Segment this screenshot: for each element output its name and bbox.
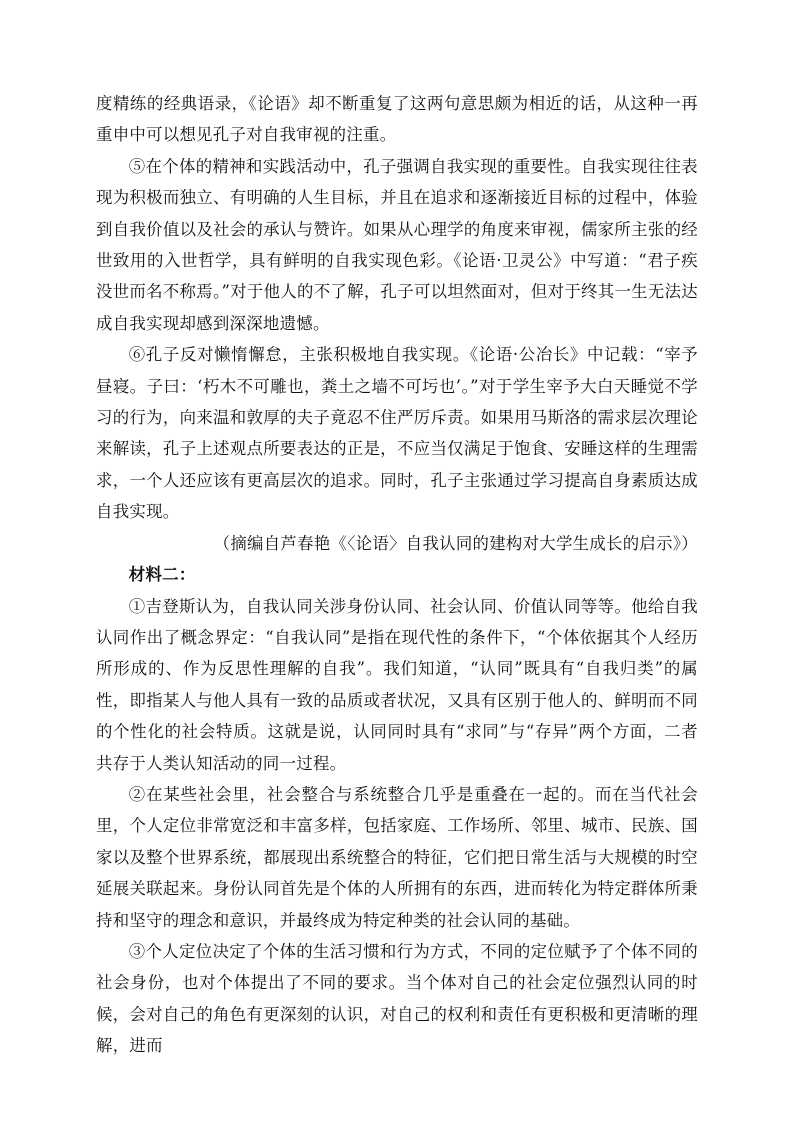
paragraph-2: ②在某些社会里，社会整合与系统整合几乎是重叠在一起的。而在当代社会里，个人定位非常宽泛和丰富多样，包括家庭、工作场所、邻里、城市、民族、国家以及整个世界系统，都展现出系统整合的特征，它们把日常生活与大规模的时空延展关联起来。身份认同首先是个体的人所拥有的东西，进而转化为特定群体所秉持和坚守的理念和意识，并最终成为特定种类的社会认同的基础。	[96, 784, 698, 930]
paragraph-1: ①吉登斯认为，自我认同关涉身份认同、社会认同、价值认同等等。他给自我认同作出了概念界定：“自我认同”是指在现代性的条件下，“个体依据其个人经历所形成的、作为反思性理解的自我”。我们知道，“认同”既具有“自我归类”的属性，即指某人与他人具有一致的品质或者状况，又具有区别于他人的、鲜明而不同的个性化的社会特质。这就是说，认同同时具有“求同”与“存异”两个方面，二者共存于人类认知活动的同一过程。	[96, 596, 698, 773]
source-citation: （摘编自芦春艳《〈论语〉自我认同的建构对大学生成长的启示》）	[213, 533, 698, 553]
paragraph-3: ③个人定位决定了个体的生活习惯和行为方式，不同的定位赋予了个体不同的社会身份，也对个体提出了不同的要求。当个体对自己的社会定位强烈认同的时候，会对自己的角色有更深刻的认识，对自己的权利和责任有更积极和更清晰的理解，进而	[96, 941, 698, 1056]
paragraph-5: ⑤在个体的精神和实践活动中，孔子强调自我实现的重要性。自我实现往往表现为积极而独立、有明确的人生目标，并且在追求和逐渐接近目标的过程中，体验到自我价值以及社会的承认与赞许。如果从心理学的角度来审视，儒家所主张的经世致用的入世哲学，具有鲜明的自我实现色彩。《论语·卫灵公》中写道：“君子疾没世而名不称焉。”对于他人的不了解，孔子可以坦然面对，但对于终其一生无法达成自我实现却感到深深地遗憾。	[96, 156, 698, 333]
section-heading-material-2: 材料二：	[128, 565, 196, 585]
document-page	[96, 88, 698, 1062]
paragraph-6: ⑥孔子反对懒惰懈怠，主张积极地自我实现。《论语·公冶长》中记载：“宰予昼寝。子曰：‘朽木不可雕也，粪土之墙不可圬也’。”对于学生宰予大白天睡觉不学习的行为，向来温和敦厚的夫子竟忍不住严厉斥责。如果用马斯洛的需求层次理论来解读，孔子上述观点所要表达的正是，不应当仅满足于饱食、安睡这样的生理需求，一个人还应该有更高层次的追求。同时，孔子主张通过学习提高自身素质达成自我实现。	[96, 345, 698, 522]
paragraph-continuation: 度精练的经典语录，《论语》却不断重复了这两句意思颇为相近的话，从这种一再重申中可以想见孔子对自我审视的注重。	[96, 94, 698, 145]
